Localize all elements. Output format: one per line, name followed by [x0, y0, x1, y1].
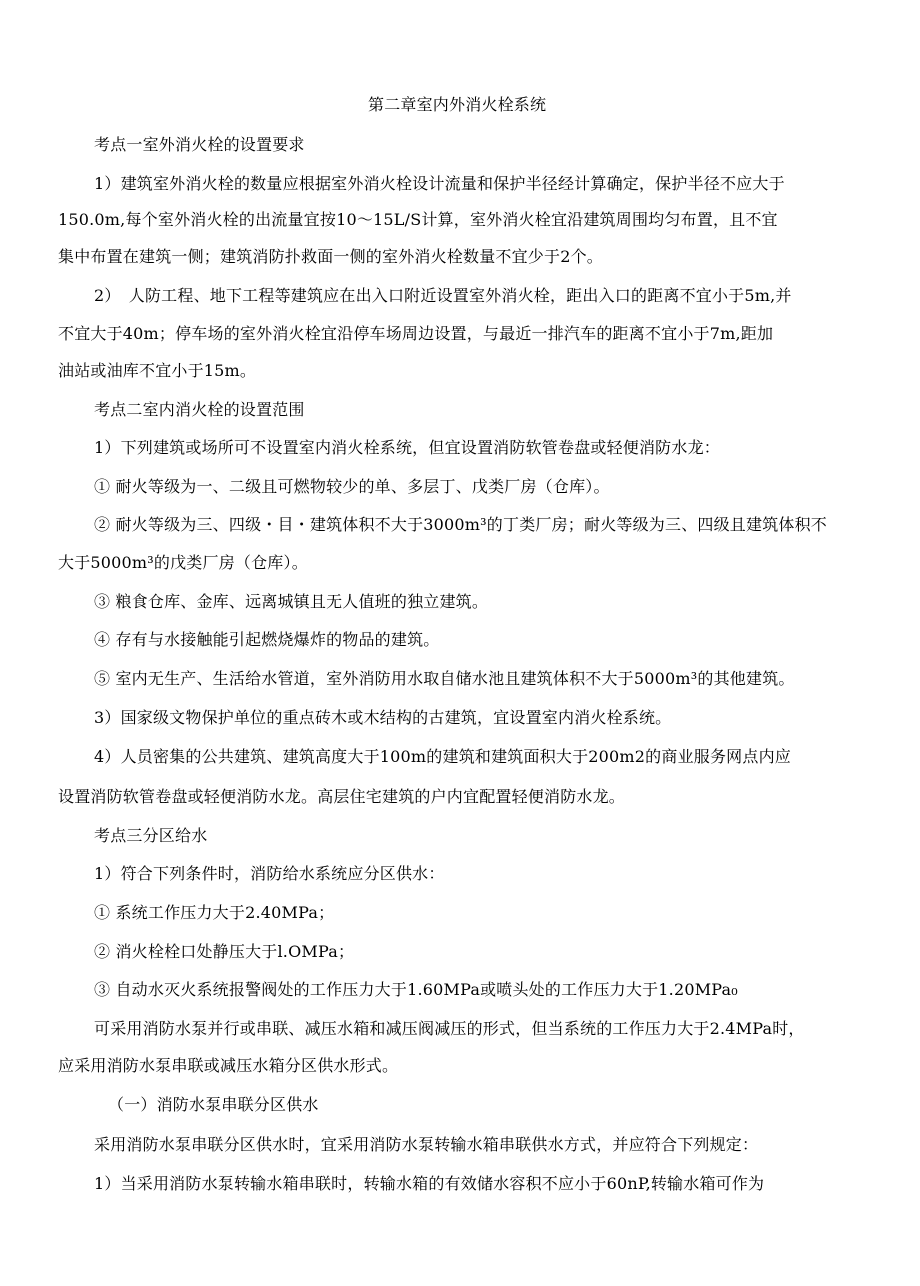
paragraph-line: 1）下列建筑或场所可不设置室内消火栓系统，但宜设置消防软管卷盘或轻便消防水龙： [94, 438, 720, 457]
paragraph-line: 1）建筑室外消火栓的数量应根据室外消火栓设计流量和保护半径经计算确定，保护半径不应大于 [94, 174, 785, 193]
section-heading-1: 考点一室外消火栓的设置要求 [94, 135, 305, 154]
section-heading-2: 考点二室内消火栓的设置范围 [94, 400, 305, 419]
list-item: ⑤ 室内无生产、生活给水管道，室外消防用水取自储水池且建筑体积不大于5000m³的其他建筑。 [94, 669, 795, 688]
paragraph-line: 4）人员密集的公共建筑、建筑高度大于100m的建筑和建筑面积大于200m2的商业服务网点内应 [94, 747, 791, 766]
paragraph-line: 采用消防水泵串联分区供水时，宜采用消防水泵转输水箱串联供水方式，并应符合下列规定： [94, 1135, 759, 1154]
paragraph-line: 1）符合下列条件时，消防给水系统应分区供水： [94, 864, 445, 883]
section-heading-3: 考点三分区给水 [94, 826, 208, 845]
paragraph-line: 应采用消防水泵串联或减压水箱分区供水形式。 [58, 1056, 399, 1075]
paragraph-line: 可采用消防水泵并行或串联、减压水箱和减压阀减压的形式，但当系统的工作压力大于2.4MPa时， [94, 1019, 805, 1038]
list-item: ③ 自动水灭火系统报警阀处的工作压力大于1.60MPa或喷头处的工作压力大于1.20MPa₀ [94, 980, 738, 999]
subsection-heading: （一）消防水泵串联分区供水 [108, 1095, 319, 1114]
list-item: ② 消火栓栓口处静压大于l.OMPa； [94, 942, 355, 961]
list-item: ④ 存有与水接触能引起燃烧爆炸的物品的建筑。 [94, 630, 440, 649]
paragraph-line: 大于5000m³的戊类厂房（仓库）。 [58, 553, 308, 572]
paragraph-line: 集中布置在建筑一侧；建筑消防扑救面一侧的室外消火栓数量不宜少于2个。 [58, 247, 603, 266]
list-item: ② 耐火等级为三、四级・目・建筑体积不大于3000m³的丁类厂房；耐火等级为三、四级且建筑体积不 [94, 515, 827, 534]
list-item: ③ 粮食仓库、金库、远离城镇且无人值班的独立建筑。 [94, 592, 489, 611]
list-item: ① 耐火等级为一、二级且可燃物较少的单、多层丁、戊类厂房（仓库）。 [94, 477, 610, 496]
paragraph-line: 不宜大于40m；停车场的室外消火栓宜沿停车场周边设置，与最近一排汽车的距离不宜小于7m,距加 [58, 324, 774, 343]
paragraph-line: 1）当采用消防水泵转输水箱串联时，转输水箱的有效储水容积不应小于60nP,转输水箱可作为 [94, 1174, 765, 1193]
paragraph-line: 3）国家级文物保护单位的重点砖木或木结构的古建筑，宜设置室内消火栓系统。 [94, 708, 672, 727]
paragraph-line: 设置消防软管卷盘或轻便消防水龙。高层住宅建筑的户内宜配置轻便消防水龙。 [58, 787, 626, 806]
list-item: ① 系统工作压力大于2.40MPa； [94, 903, 335, 922]
chapter-title: 第二章室内外消火栓系统 [368, 95, 547, 114]
paragraph-line: 2） 人防工程、地下工程等建筑应在出入口附近设置室外消火栓，距出入口的距离不宜小于5m,并 [94, 286, 792, 305]
paragraph-line: 150.0m,每个室外消火栓的出流量宜按10～15L/S计算，室外消火栓宜沿建筑周围均匀布置，且不宜 [58, 210, 778, 229]
paragraph-line: 油站或油库不宜小于15m。 [58, 361, 257, 380]
